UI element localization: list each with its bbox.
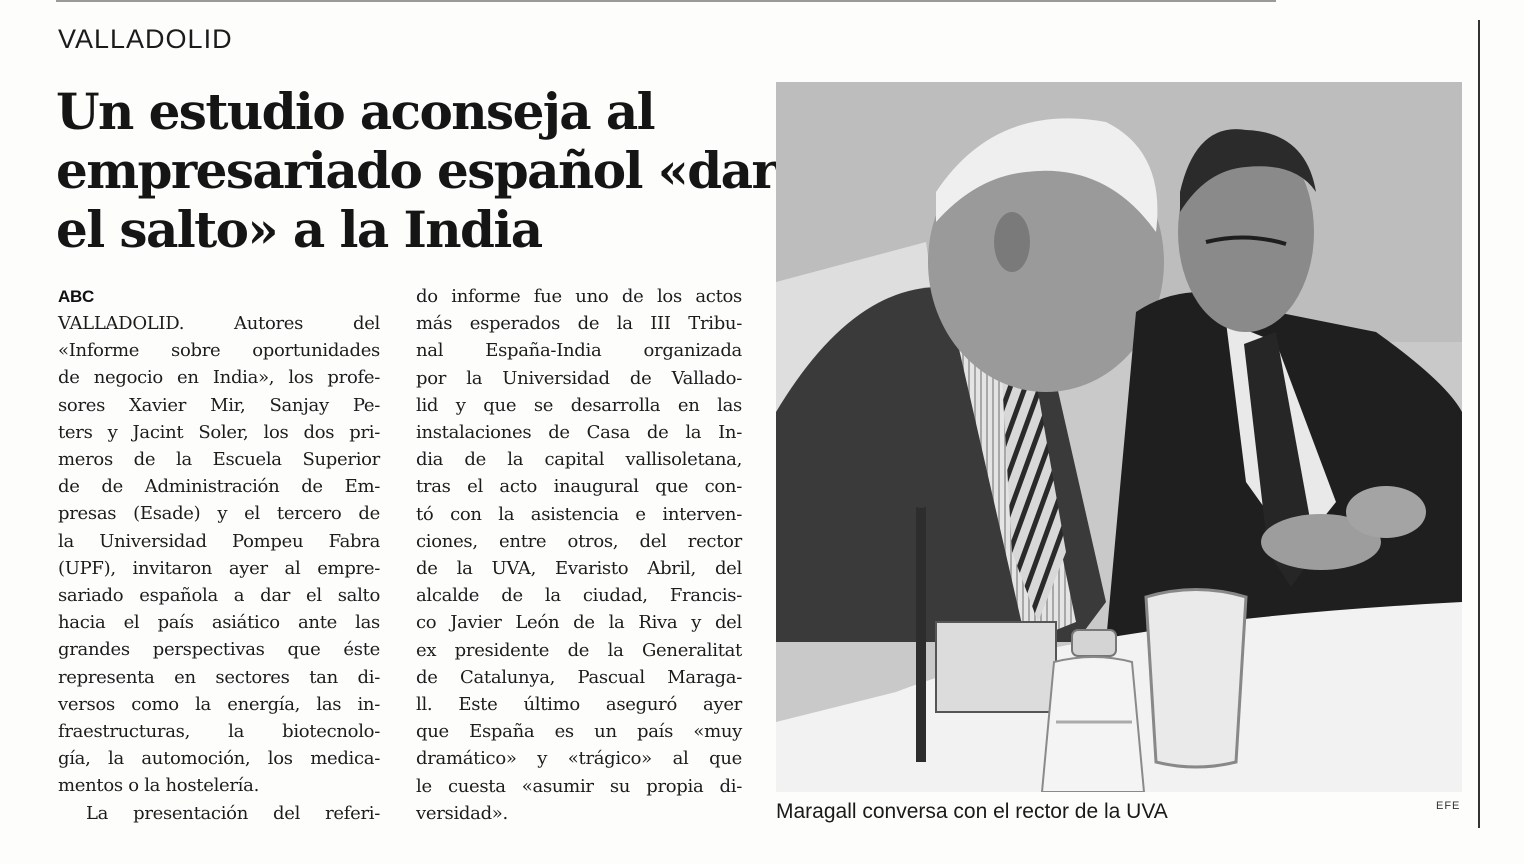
body-line: ex presidente de la Generalitat [416,639,742,661]
headline-line: Un estudio aconseja al [56,82,655,141]
body-line: representa en sectores tan di- [58,666,380,688]
article-column-1 [58,283,380,827]
body-line: instalaciones de Casa de la In- [416,422,742,444]
body-line: por la Universidad de Vallado- [416,367,742,389]
section-label: VALLADOLID [58,24,233,54]
body-line: más esperados de la III Tribu- [416,313,742,335]
body-line: ciones, entre otros, del rector [416,530,742,552]
headline-line: el salto» a la India [56,200,542,259]
body-line: sariado española a dar el salto [58,585,380,607]
body-line: de de Administración de Em- [58,476,380,498]
body-line: La presentación del referi- [86,802,380,824]
body-line: que España es un país «muy [416,721,742,743]
body-line: la Universidad Pompeu Fabra [58,530,380,552]
byline: ABC [58,287,94,306]
body-line: dramático» y «trágico» al que [416,748,742,770]
body-line: lid y que se desarrolla en las [416,394,742,416]
body-line: gía, la automoción, los medica- [58,748,380,770]
body-line: presas (Esade) y el tercero de [58,503,380,525]
headline [56,82,777,259]
top-rule [56,0,1276,2]
body-line: le cuesta «asumir su propia di- [416,775,742,797]
headline-line: empresariado español «dar [56,141,777,200]
photo-illustration [776,82,1462,792]
body-line: tras el acto inaugural que con- [416,476,742,498]
body-line: sores Xavier Mir, Sanjay Pe- [58,394,380,416]
body-line: co Javier León de la Riva y del [416,612,742,634]
body-line: VALLADOLID. Autores del [58,313,380,334]
body-line: de la UVA, Evaristo Abril, del [416,558,742,580]
body-line: dia de la capital vallisoletana, [416,449,742,471]
body-line: mentos o la hostelería. [58,775,259,797]
photo-credit: EFE [1436,800,1461,812]
body-line: de Catalunya, Pascual Maraga- [416,666,742,688]
body-line: do informe fue uno de los actos [416,286,742,307]
body-line: hacia el país asiático ante las [58,612,380,634]
news-photo [776,82,1462,792]
column-rule [1478,20,1480,828]
body-line: fraestructuras, la biotecnolo- [58,721,380,743]
photo-caption: Maragall conversa con el rector de la UVA [776,800,1168,823]
body-line: ll. Este último aseguró ayer [416,694,742,716]
body-line: grandes perspectivas que éste [58,639,380,661]
body-line: nal España-India organizada [416,340,742,362]
body-line: versos como la energía, las in- [58,693,380,715]
body-line: versidad». [416,802,508,824]
body-line: tó con la asistencia e interven- [416,503,742,525]
body-line: meros de la Escuela Superior [58,449,380,471]
body-line: alcalde de la ciudad, Francis- [416,585,742,607]
body-line: ters y Jacint Soler, los dos pri- [58,421,380,443]
article-column-2 [416,283,742,827]
body-line: «Informe sobre oportunidades [58,340,380,362]
body-line: (UPF), invitaron ayer al empre- [58,557,380,579]
body-line: de negocio en India», los profe- [58,367,380,389]
